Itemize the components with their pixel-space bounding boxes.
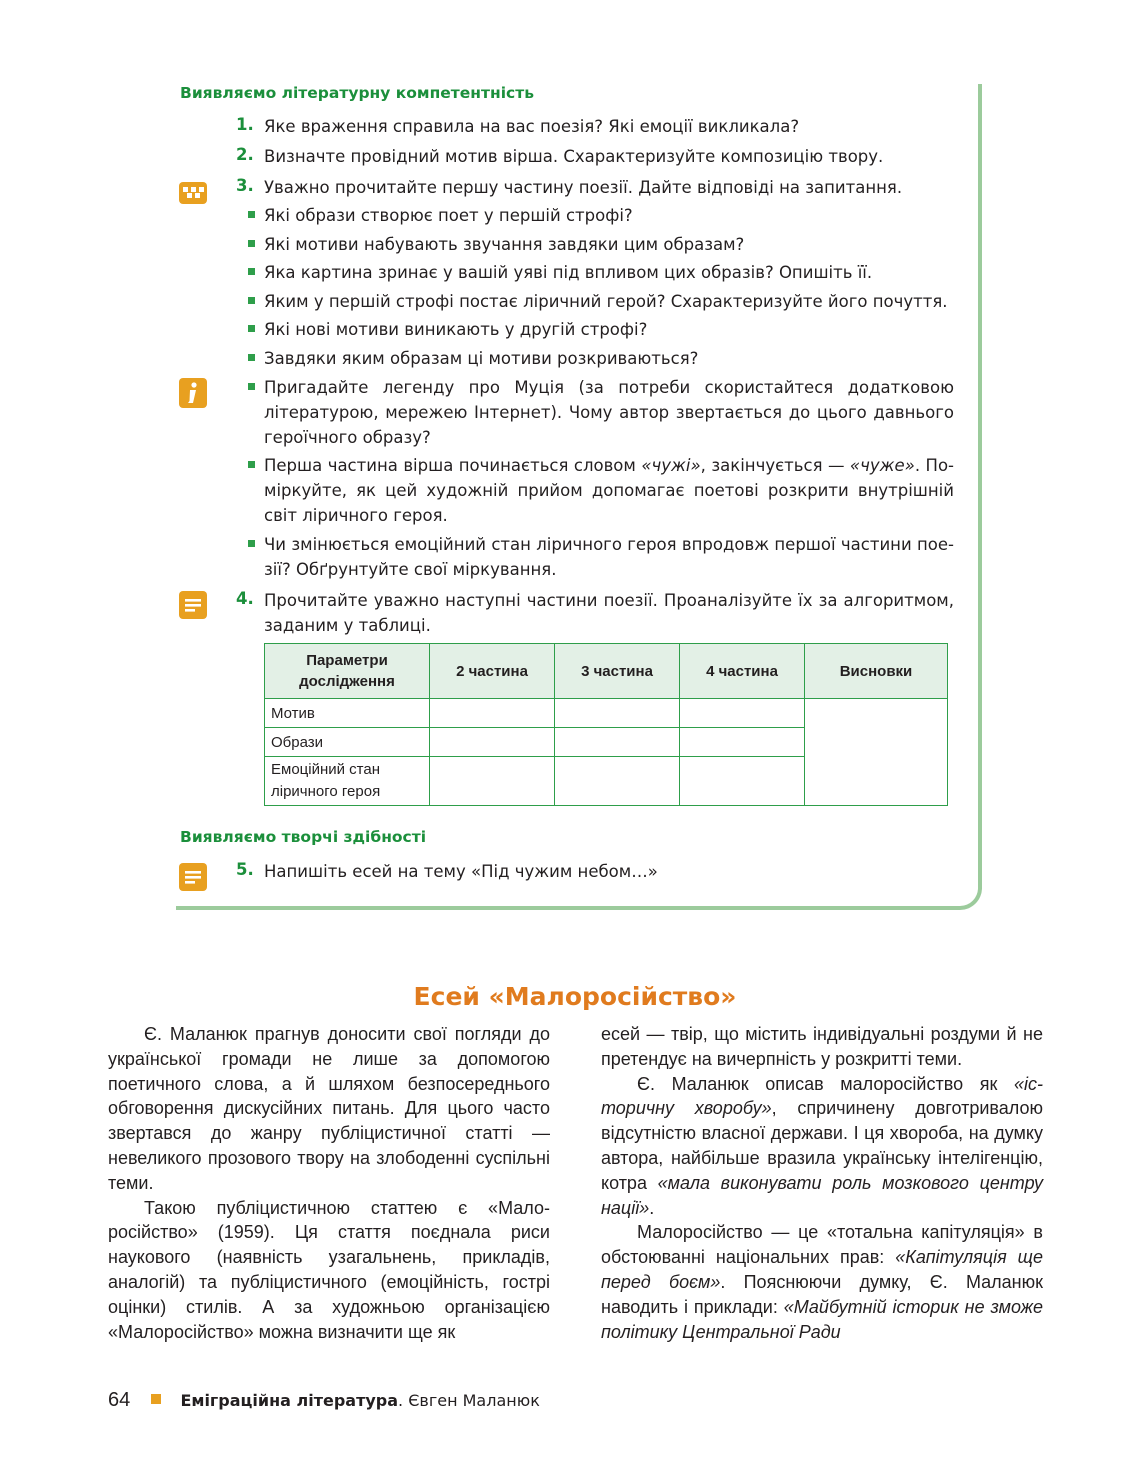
- paragraph: Малоросійство — це «тотальна капітуляція» в обстоюванні національних прав: «Капітуляція ще перед боєм». Пояснюючи думку, Є. Маланюк наводить і приклади: «Майбутній історик не зможе політику Центральної Ради: [601, 1222, 1044, 1342]
- bullet-marker: [248, 540, 255, 547]
- paragraph: Є. Маланюк прагнув доносити свої погляди до української громади не лише за допомогою поетичного слова, а й шляхом безпосереднього обговорення дискусійних питань. Для цього часто звертався до жанру публіцистичної статті — невеликого прозового твору на злободенні суспільні теми.: [108, 1024, 550, 1193]
- essay-right-column: [601, 1022, 1043, 1344]
- table-header: Висновки: [805, 644, 948, 699]
- question-text-5: Напишіть есей на тему «Під чужим небом…»: [264, 862, 658, 881]
- footer-author: Євген Маланюк: [408, 1391, 540, 1410]
- bullet-marker: [248, 383, 255, 390]
- table-cell: [680, 728, 805, 757]
- table-row-label: Емоційний стан ліричного героя: [265, 757, 430, 806]
- section-heading-literary: Виявляємо літературну компетентність: [180, 84, 534, 102]
- table-header: Параметри дослідження: [265, 644, 430, 699]
- table-row: [265, 699, 948, 728]
- bullet-item: Які мотиви набувають звучання завдяки цим образам?: [264, 235, 745, 254]
- paragraph: есей — твір, що містить індивідуальні роздуми й не претендує на вичерпність у розкритті теми.: [601, 1024, 1043, 1069]
- question-number-3: 3.: [236, 176, 254, 195]
- bullet-marker: [248, 461, 255, 468]
- bullet-item-words: Перша частина вірша починається словом «чужі», закінчується — «чуже». Поміркуйте, як цей художній прийом допомагає поетові розкрити внутрішній світ ліричного героя.: [264, 456, 955, 525]
- table-row-label: Мотив: [265, 699, 430, 728]
- table-header: 3 частина: [555, 644, 680, 699]
- bullet-marker: [248, 211, 255, 218]
- paragraph: Є. Маланюк описав малоросійство як «історичну хворобу», спричинену довготривалою відсутністю власної держави. І ця хвороба, на думку автора, найбільше вразила українську інтелігенцію, котра «мала виконувати роль мозкового центру нації».: [601, 1073, 1043, 1218]
- info-icon: [179, 378, 207, 408]
- bullet-item: Яка картина зринає у вашій уяві під впливом цих образів? Опишіть її.: [264, 263, 873, 282]
- table-cell: [680, 699, 805, 728]
- table-header: 2 частина: [430, 644, 555, 699]
- question-text-1: Яке враження справила на вас поезія? Які емоції викликала?: [264, 117, 800, 136]
- bullet-item: Яким у першій строфі постає ліричний герой? Схарактеризуйте його почуття.: [264, 292, 948, 311]
- bullet-marker: [248, 297, 255, 304]
- section-heading-creative: Виявляємо творчі здібності: [180, 828, 427, 846]
- page-number: 64: [108, 1389, 131, 1411]
- paragraph: Такою публіцистичною статтею є «Малоросійство» (1959). Ця стаття поєднала риси наукового (наявність узагальнень, прикладів, аналогій) та публіцистичного (емоційність, гострі оцінки) стилів. А за художньою організацією «Малоросійство» можна визначити ще як: [108, 1197, 550, 1342]
- table-cell-conclusions: [805, 699, 948, 806]
- question-text-3: Уважно прочитайте першу частину поезії. Дайте відповіді на запитання.: [264, 178, 903, 197]
- bullet-item: Пригадайте легенду про Муція (за потреби скористайтеся додатковою літературою, мережею Інтернет). Чому автор звертається до цього давнього героїчного образу?: [264, 378, 954, 447]
- footer-section: Еміграційна література: [180, 1391, 399, 1410]
- analysis-table: [264, 643, 948, 806]
- writing-icon: [179, 591, 207, 619]
- question-number-1: 1.: [236, 115, 254, 134]
- square-icon: [151, 1394, 161, 1404]
- question-number-2: 2.: [236, 145, 254, 164]
- table-cell: [430, 699, 555, 728]
- essay-title: Есей «Малоросійство»: [413, 982, 737, 1011]
- table-cell: [680, 757, 805, 806]
- bullet-item: Які образи створює поет у першій строфі?: [264, 206, 633, 225]
- table-row-label: Образи: [265, 728, 430, 757]
- bullet-marker: [248, 240, 255, 247]
- question-number-4: 4.: [236, 589, 254, 608]
- question-text-4: Прочитайте уважно наступні частини поезії. Проаналізуйте їх за алгоритмом, заданим у таблиці.: [264, 591, 954, 635]
- question-text-2: Визначте провідний мотив вірша. Схарактеризуйте композицію твору.: [264, 147, 884, 166]
- writing-icon: [179, 863, 207, 891]
- bullet-marker: [248, 354, 255, 361]
- bullet-marker: [248, 268, 255, 275]
- table-cell: [555, 757, 680, 806]
- table-cell: [430, 757, 555, 806]
- table-cell: [555, 728, 680, 757]
- page-footer: [108, 1389, 540, 1412]
- table-header-row: [265, 644, 948, 699]
- bullet-marker: [248, 325, 255, 332]
- table-header: 4 частина: [680, 644, 805, 699]
- bullet-item: Завдяки яким образам ці мотиви розкриваються?: [264, 349, 699, 368]
- table-cell: [430, 728, 555, 757]
- bullet-item: Які нові мотиви виникають у другій строфі?: [264, 320, 648, 339]
- essay-left-column: [108, 1022, 550, 1344]
- bullet-item: Чи змінюється емоційний стан ліричного героя впродовж першої частини поезії? Обґрунтуйте свої міркування.: [264, 535, 954, 579]
- footer-separator: .: [398, 1391, 409, 1410]
- question-number-5: 5.: [236, 860, 254, 879]
- pair-work-icon: [179, 179, 207, 207]
- table-cell: [555, 699, 680, 728]
